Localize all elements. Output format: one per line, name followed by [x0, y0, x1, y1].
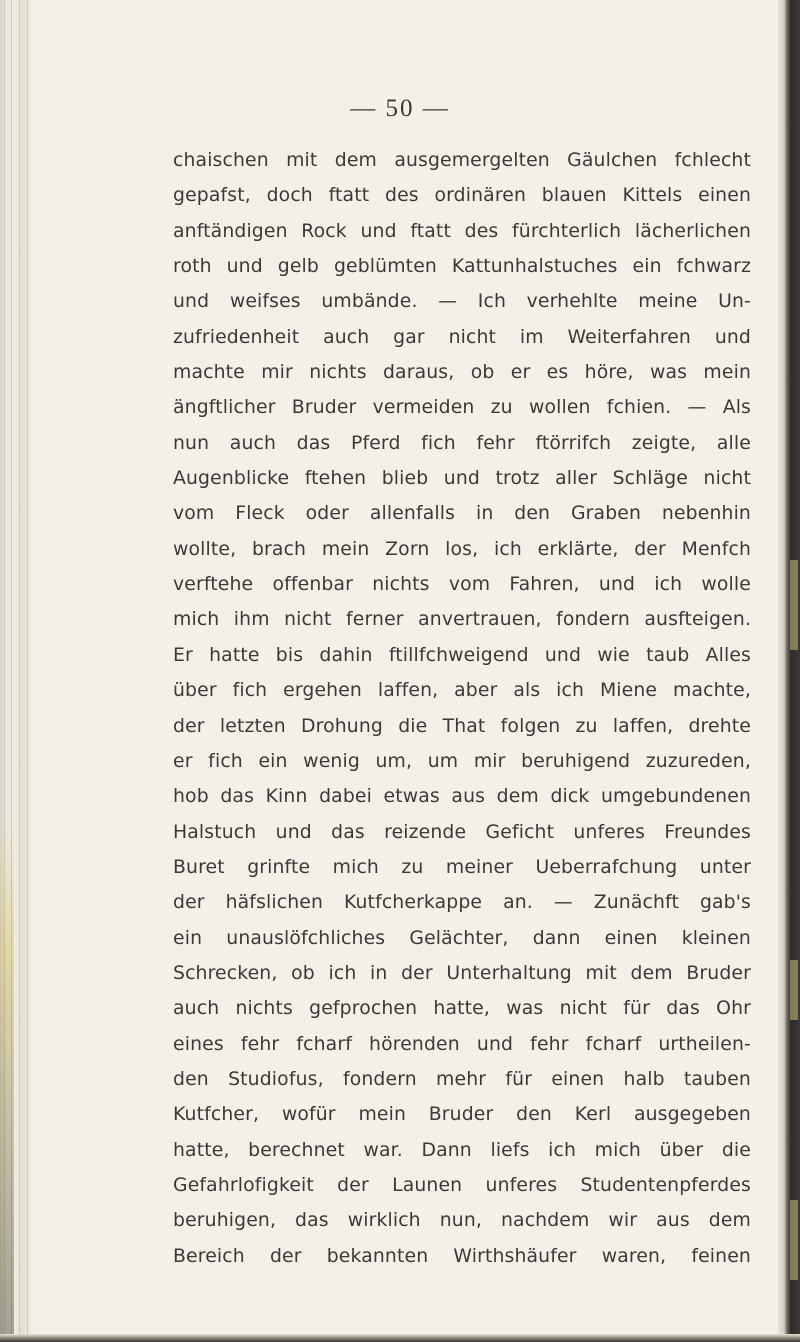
text-line: Er hatte bis dahin ftillfchweigend und wie taub Alles: [173, 644, 751, 666]
text-line: über fich ergehen laffen, aber als ich Miene machte,: [173, 680, 751, 702]
text-line: ein unauslöfchliches Gelächter, dann einen kleinen: [173, 927, 751, 949]
text-line: roth und gelb geblümten Kattunhalstuches ein fchwarz: [173, 256, 751, 278]
page-left-edge: [0, 0, 40, 1342]
text-line: auch nichts gefprochen hatte, was nicht für das Ohr: [173, 998, 751, 1020]
page-right-edge: [778, 0, 800, 1342]
text-line: gepafst, doch ftatt des ordinären blauen Kittels einen: [173, 185, 751, 207]
text-line: vom Fleck oder allenfalls in den Graben nebenhin: [173, 503, 751, 525]
text-line: und weifses umbände. — Ich verhehlte meine Un-: [173, 291, 751, 313]
page-number: — 50 —: [350, 95, 450, 122]
text-line: Halstuch und das reizende Geficht unferes Freundes: [173, 821, 751, 843]
text-line: der häfslichen Kutfcherkappe an. — Zunächft gab's: [173, 892, 751, 914]
text-line: Augenblicke ftehen blieb und trotz aller Schläge nicht: [173, 468, 751, 490]
text-line: er fich ein wenig um, um mir beruhigend zuzureden,: [173, 750, 751, 772]
text-line: verftehe offenbar nichts vom Fahren, und ich wolle: [173, 574, 751, 596]
text-line: Kutfcher, wofür mein Bruder den Kerl ausgegeben: [173, 1104, 751, 1126]
text-line: anftändigen Rock und ftatt des fürchterlich lächerlichen: [173, 220, 751, 242]
text-line: Bereich der bekannten Wirthshäufer waren, feinen: [173, 1245, 751, 1267]
text-line: mich ihm nicht ferner anvertrauen, fondern ausfteigen.: [173, 609, 751, 631]
text-line: eines fehr fcharf hörenden und fehr fcharf urtheilen-: [173, 1033, 751, 1055]
text-line: den Studiofus, fondern mehr für einen halb tauben: [173, 1068, 751, 1090]
text-line: chaischen mit dem ausgemergelten Gäulchen fchlecht: [173, 150, 751, 171]
text-line: beruhigen, das wirklich nun, nachdem wir aus dem: [173, 1210, 751, 1232]
text-line: ängftlicher Bruder vermeiden zu wollen fchien. — Als: [173, 397, 751, 419]
text-line: nun auch das Pferd fich fehr ftörrifch zeigte, alle: [173, 432, 751, 454]
text-line: Gefahrlofigkeit der Launen unferes Studentenpferdes: [173, 1174, 751, 1196]
text-line: der letzten Drohung die That folgen zu laffen, drehte: [173, 715, 751, 737]
text-line: Schrecken, ob ich in der Unterhaltung mit dem Bruder: [173, 962, 751, 984]
text-line: Buret grinfte mich zu meiner Ueberrafchung unter: [173, 856, 751, 878]
text-line: hob das Kinn dabei etwas aus dem dick umgebundenen: [173, 786, 751, 808]
body-text: [173, 143, 751, 1274]
text-line: zufriedenheit auch gar nicht im Weiterfahren und: [173, 326, 751, 348]
text-line: machte mir nichts daraus, ob er es höre, was mein: [173, 362, 751, 384]
page-bottom-edge: [0, 1334, 800, 1342]
text-line: hatte, berechnet war. Dann liefs ich mich über die: [173, 1139, 751, 1161]
text-line: wollte, brach mein Zorn los, ich erklärte, der Menfch: [173, 538, 751, 560]
